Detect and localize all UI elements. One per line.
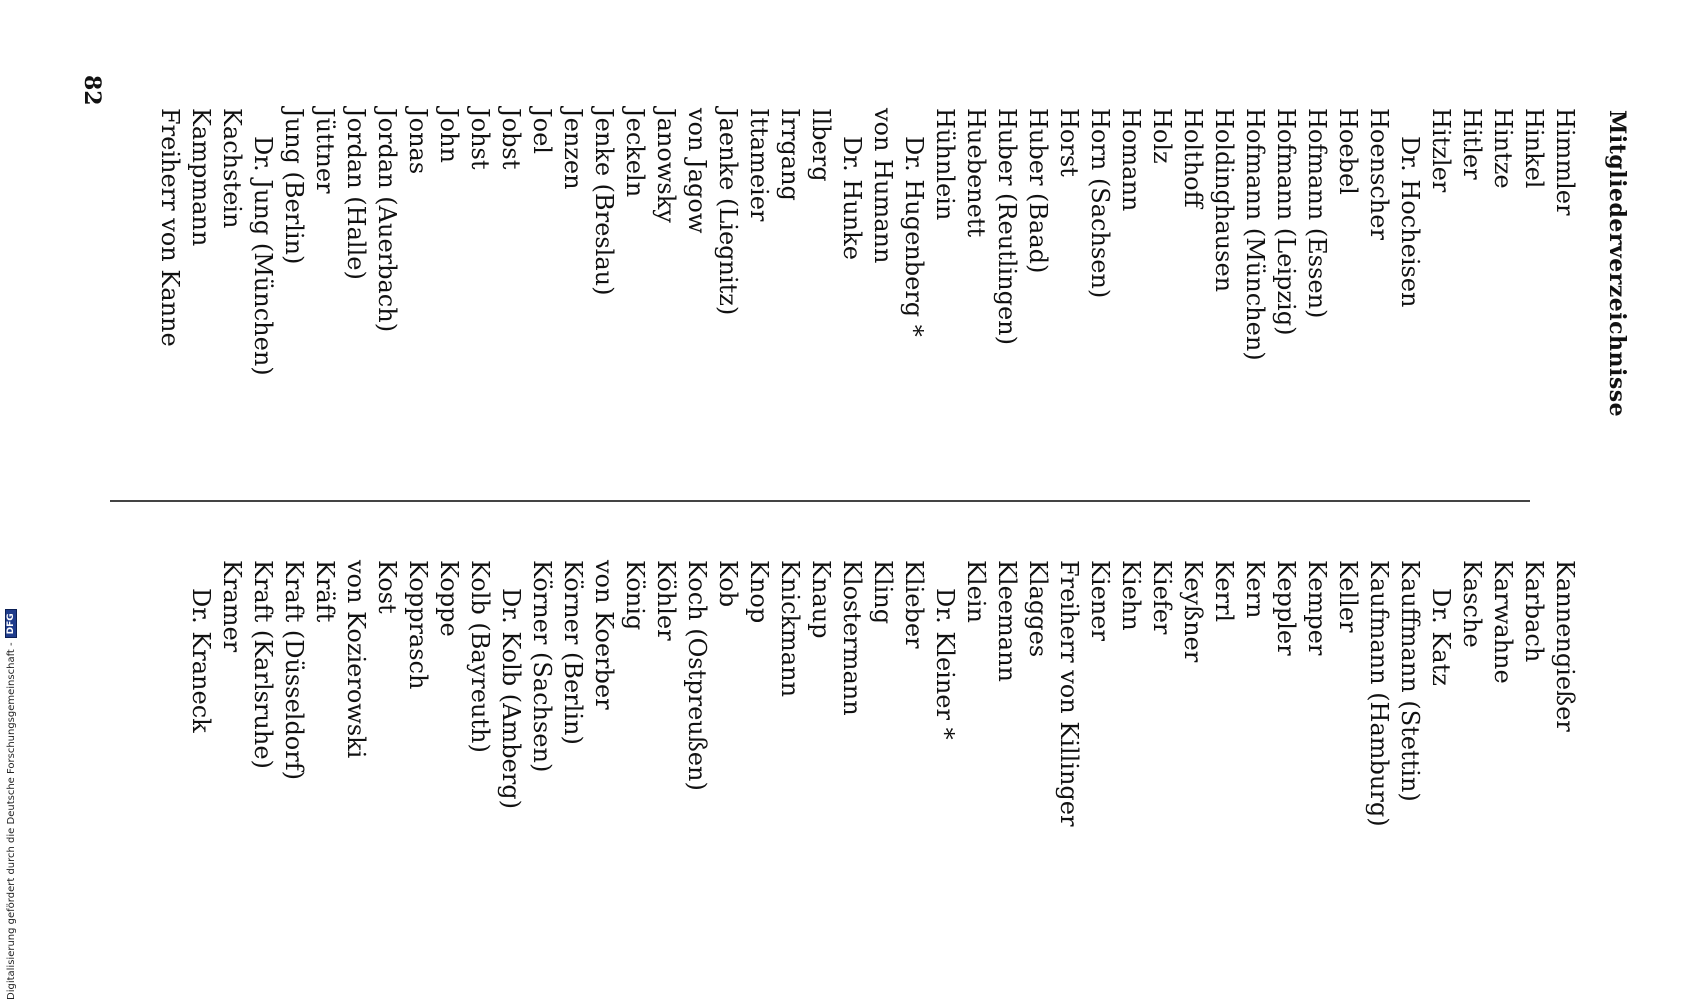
- member-entry: von Jagow: [683, 108, 711, 234]
- member-entry: Kost: [373, 560, 401, 614]
- member-entry: Kerrl: [1210, 560, 1238, 623]
- member-entry: Kauffmann (Stettin): [1396, 560, 1424, 802]
- member-entry: Holz: [1148, 108, 1176, 164]
- member-entry: Kaufmann (Hamburg): [1365, 560, 1393, 827]
- member-entry: Jobst: [497, 108, 525, 170]
- member-entry: Kräft: [311, 560, 339, 623]
- member-entry: Janowsky: [652, 108, 680, 223]
- member-entry: Keller: [1334, 560, 1362, 633]
- member-entry: Karbach: [1520, 560, 1548, 663]
- page-number: 82: [79, 75, 105, 106]
- member-entry: John: [435, 108, 463, 163]
- member-entry: Johst: [466, 108, 494, 170]
- member-entry: Huber (Baad): [1024, 108, 1052, 274]
- member-entry: Klieber: [900, 560, 928, 649]
- page-title: Mitgliederverzeichnisse: [1604, 110, 1630, 418]
- member-entry: Dr. Kolb (Amberg): [497, 588, 525, 809]
- member-entry: König: [621, 560, 649, 631]
- member-entry: Hinkel: [1520, 108, 1548, 189]
- member-entry: Kramer: [218, 560, 246, 653]
- member-entry: Hofmann (München): [1241, 108, 1269, 361]
- member-entry: Holthoff: [1179, 108, 1207, 208]
- member-entry: Knop: [745, 560, 773, 624]
- dfg-logo: DFG: [5, 609, 17, 638]
- member-entry: Kern: [1241, 560, 1269, 619]
- member-entry: Kolb (Bayreuth): [466, 560, 494, 753]
- member-entry: Hintze: [1489, 108, 1517, 189]
- member-entry: von Kozierowski: [342, 560, 370, 759]
- member-entry: Homann: [1117, 108, 1145, 212]
- member-entry: Holdinghausen: [1210, 108, 1238, 293]
- member-entry: Karwahne: [1489, 560, 1517, 684]
- member-entry: Körner (Berlin): [559, 560, 587, 745]
- member-entry: Hofmann (Leipzig): [1272, 108, 1300, 336]
- member-entry: Hofmann (Essen): [1303, 108, 1331, 319]
- member-entry: Huber (Reutlingen): [993, 108, 1021, 345]
- member-entry: Kachstein: [218, 108, 246, 229]
- digitization-footer: [3, 600, 19, 1000]
- member-entry: Ittameier: [745, 108, 773, 222]
- member-entry: Kling: [869, 560, 897, 625]
- member-entry: Kampmann: [187, 108, 215, 247]
- member-entry: Kleemann: [993, 560, 1021, 682]
- member-entry: Kraft (Karlsruhe): [249, 560, 277, 769]
- member-entry: Hoebel: [1334, 108, 1362, 195]
- member-entry: Klein: [962, 560, 990, 623]
- member-entry: Körner (Sachsen): [528, 560, 556, 773]
- member-entry: Kraft (Düsseldorf): [280, 560, 308, 780]
- member-entry: Freiherr von Killinger: [1055, 560, 1083, 827]
- member-entry: Dr. Kraneck: [187, 588, 215, 733]
- member-entry: Kemper: [1303, 560, 1331, 656]
- member-entry: Kopprasch: [404, 560, 432, 690]
- column-divider: [110, 500, 1530, 502]
- member-entry: Dr. Hocheisen: [1396, 136, 1424, 308]
- member-entry: Keyßner: [1179, 560, 1207, 663]
- member-entry: von Koerber: [590, 560, 618, 710]
- member-entry: Jenke (Breslau): [590, 108, 618, 296]
- member-entry: Jüttner: [311, 108, 339, 194]
- member-entry: Horn (Sachsen): [1086, 108, 1114, 299]
- member-entry: Kannengießer: [1551, 560, 1579, 732]
- member-list-left: [154, 108, 1580, 376]
- member-entry: Horst: [1055, 108, 1083, 177]
- member-entry: Koch (Ostpreußen): [683, 560, 711, 791]
- member-entry: Himmler: [1551, 108, 1579, 216]
- member-entry: Jenzen: [559, 108, 587, 190]
- member-entry: Jordan (Halle): [342, 108, 370, 280]
- member-entry: Kasche: [1458, 560, 1486, 648]
- member-entry: Dr. Jung (München): [249, 136, 277, 376]
- member-entry: Köhler: [652, 560, 680, 641]
- member-entry: Kiefer: [1148, 560, 1176, 635]
- member-entry: Irrgang: [776, 108, 804, 201]
- member-entry: Joel: [528, 108, 556, 154]
- member-list-right: [185, 560, 1580, 827]
- member-entry: Kiehn: [1117, 560, 1145, 631]
- member-entry: Hitzler: [1427, 108, 1455, 193]
- member-entry: Keppler: [1272, 560, 1300, 656]
- member-entry: Jaenke (Liegnitz): [714, 108, 742, 316]
- member-entry: Freiherr von Kanne: [156, 108, 184, 347]
- member-entry: Jonas: [404, 108, 432, 175]
- footer-text: Digitalisierung gefördert durch die Deutsche Forschungsgemeinschaft -: [5, 642, 17, 1000]
- member-entry: Koppe: [435, 560, 463, 637]
- member-entry: Jordan (Auerbach): [373, 108, 401, 333]
- member-entry: Dr. Hunke: [838, 136, 866, 260]
- member-entry: Kob: [714, 560, 742, 608]
- member-entry: von Humann: [869, 108, 897, 264]
- member-entry: Knickmann: [776, 560, 804, 698]
- member-entry: Jeckeln: [621, 108, 649, 198]
- member-entry: Huebenett: [962, 108, 990, 238]
- member-entry: Dr. Hugenberg *: [900, 136, 928, 337]
- member-entry: Hitler: [1458, 108, 1486, 180]
- member-entry: Dr. Kleiner *: [931, 588, 959, 740]
- member-entry: Klostermann: [838, 560, 866, 716]
- member-entry: Ilberg: [807, 108, 835, 182]
- member-entry: Klagges: [1024, 560, 1052, 658]
- member-entry: Dr. Katz: [1427, 588, 1455, 686]
- member-entry: Hoenscher: [1365, 108, 1393, 240]
- member-entry: Kiener: [1086, 560, 1114, 641]
- member-entry: Hühnlein: [931, 108, 959, 221]
- member-entry: Jung (Berlin): [280, 108, 308, 265]
- member-entry: Knaup: [807, 560, 835, 639]
